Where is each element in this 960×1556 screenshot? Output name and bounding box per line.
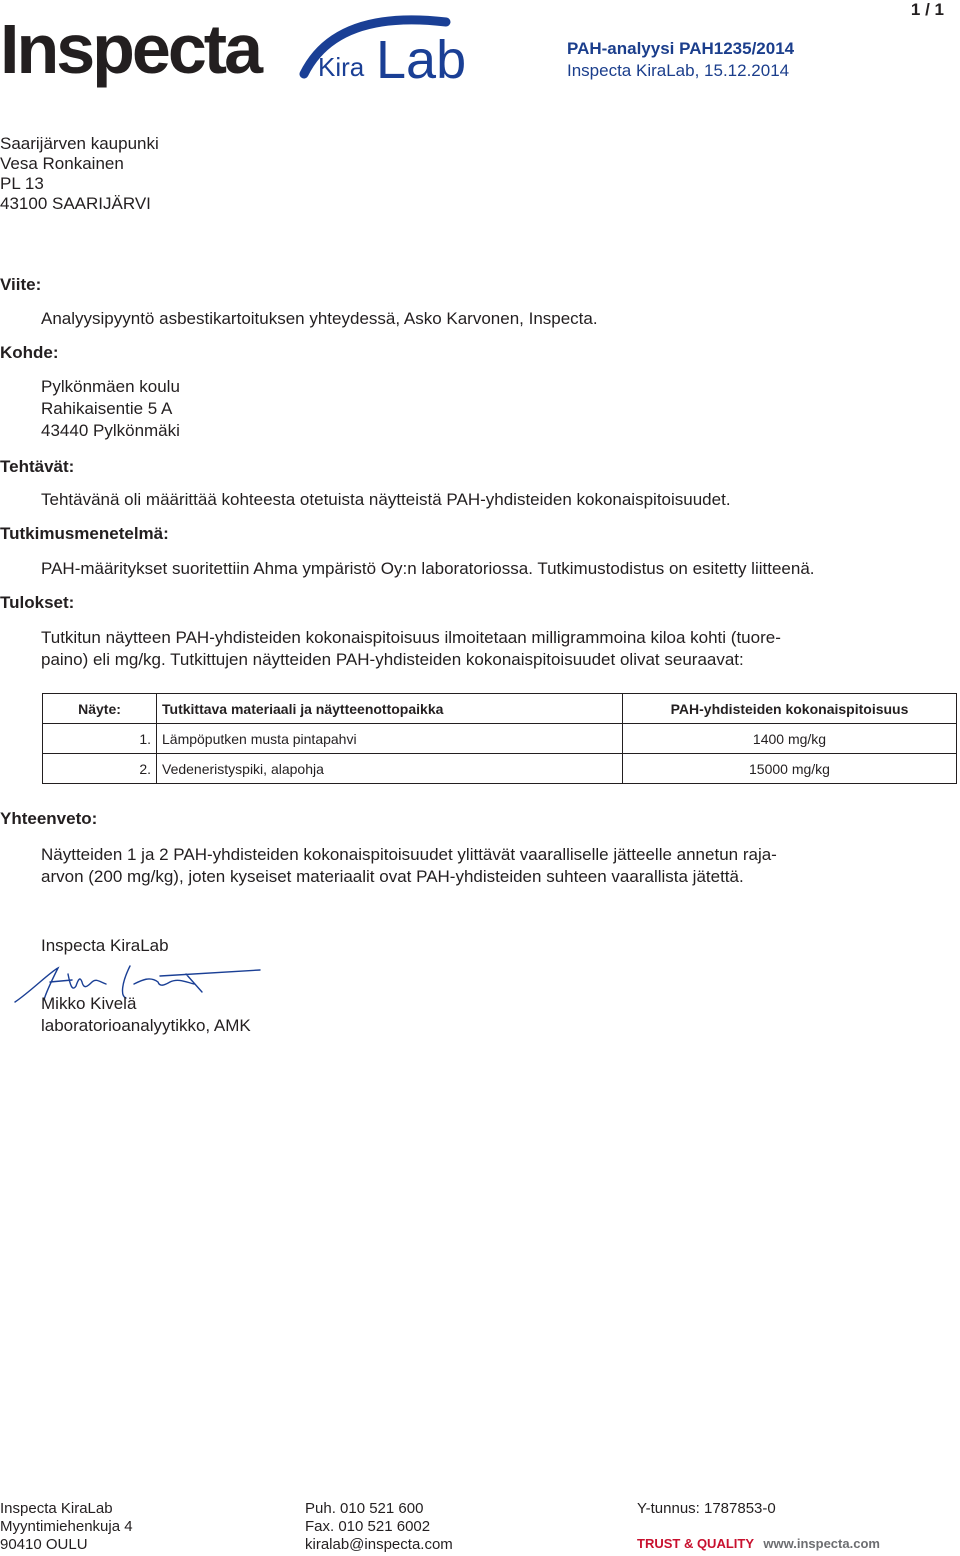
table-header-row: [43, 694, 957, 724]
recipient-line: Saarijärven kaupunki: [0, 134, 159, 153]
signature-title: laboratorioanalyytikko, AMK: [41, 1016, 251, 1035]
footer-website: www.inspecta.com: [763, 1536, 880, 1551]
kohde-label: Kohde:: [0, 343, 59, 362]
footer-line: 90410 OULU: [0, 1536, 88, 1553]
recipient-line: 43100 SAARIJÄRVI: [0, 194, 151, 213]
recipient-line: Vesa Ronkainen: [0, 154, 124, 173]
tulokset-text: [41, 627, 921, 671]
viite-label: Viite:: [0, 275, 42, 294]
table-row: [43, 724, 957, 754]
tulokset-label: Tulokset:: [0, 593, 75, 612]
table-cell-material: Vedeneristyspiki, alapohja: [157, 754, 623, 784]
footer-email: kiralab@inspecta.com: [305, 1536, 453, 1553]
footer-line: Myyntimiehenkuja 4: [0, 1518, 133, 1535]
signature-company: Inspecta KiraLab: [41, 936, 169, 955]
yhteenveto-line: arvon (200 mg/kg), joten kyseiset materiaalit ovat PAH-yhdisteiden suhteen vaarallista jätettä.: [41, 867, 744, 886]
footer-fax: Fax. 010 521 6002: [305, 1518, 431, 1535]
recipient-address: [0, 134, 159, 214]
table-row: [43, 754, 957, 784]
kohde-line: Rahikaisentie 5 A: [41, 399, 173, 418]
trust-quality-text: TRUST & QUALITY: [637, 1536, 754, 1551]
page-number: 1 / 1: [910, 0, 944, 19]
document-subtitle: Inspecta KiraLab, 15.12.2014: [567, 61, 790, 80]
recipient-line: PL 13: [0, 174, 44, 193]
footer-phone: Puh. 010 521 600: [305, 1500, 424, 1517]
tehtavat-text: Tehtävänä oli määrittää kohteesta otetuista näytteistä PAH-yhdisteiden kokonaispitoisuudet.: [41, 490, 731, 509]
yhteenveto-text: [41, 844, 921, 888]
trust-quality-tagline: [637, 1536, 880, 1551]
kiralab-logo: [296, 14, 486, 84]
viite-text: Analyysipyyntö asbestikartoituksen yhteydessä, Asko Karvonen, Inspecta.: [41, 309, 598, 328]
kohde-line: 43440 Pylkönmäki: [41, 421, 180, 440]
table-header-sample: Näyte:: [43, 694, 157, 724]
inspecta-logo: Inspecta: [0, 10, 260, 88]
table-cell-sample: 2.: [43, 754, 157, 784]
table-cell-concentration: 15000 mg/kg: [623, 754, 957, 784]
kohde-line: Pylkönmäen koulu: [41, 377, 180, 396]
tulokset-line: Tutkitun näytteen PAH-yhdisteiden kokonaispitoisuus ilmoitetaan milligrammoina kiloa kohti (tuore-: [41, 628, 781, 647]
footer-business-id: Y-tunnus: 1787853-0: [637, 1500, 776, 1517]
yhteenveto-label: Yhteenveto:: [0, 809, 98, 828]
menetelma-label: Tutkimusmenetelmä:: [0, 524, 169, 543]
kiralab-logo-lab: Lab: [376, 30, 467, 84]
tehtavat-label: Tehtävät:: [0, 457, 75, 476]
kiralab-logo-kira: Kira: [318, 52, 365, 82]
table-cell-sample: 1.: [43, 724, 157, 754]
table-header-material: Tutkittava materiaali ja näytteenottopaikka: [157, 694, 623, 724]
document-title: PAH-analyysi PAH1235/2014: [567, 39, 795, 58]
kohde-address: [41, 376, 180, 442]
menetelma-text: PAH-määritykset suoritettiin Ahma ympäristö Oy:n laboratoriossa. Tutkimustodistus on esitetty liitteenä.: [41, 559, 815, 578]
yhteenveto-line: Näytteiden 1 ja 2 PAH-yhdisteiden kokonaispitoisuudet ylittävät vaaralliselle jätteelle annetun raja-: [41, 845, 777, 864]
table-cell-material: Lämpöputken musta pintapahvi: [157, 724, 623, 754]
footer-address: [0, 1500, 133, 1554]
results-table: [42, 693, 957, 784]
footer-contact: [305, 1500, 453, 1554]
tulokset-line: paino) eli mg/kg. Tutkittujen näytteiden PAH-yhdisteiden kokonaispitoisuudet olivat seuraavat:: [41, 650, 744, 669]
table-header-concentration: PAH-yhdisteiden kokonaispitoisuus: [623, 694, 957, 724]
footer-line: Inspecta KiraLab: [0, 1500, 113, 1517]
signature-name: Mikko Kivelä: [41, 994, 137, 1013]
table-cell-concentration: 1400 mg/kg: [623, 724, 957, 754]
